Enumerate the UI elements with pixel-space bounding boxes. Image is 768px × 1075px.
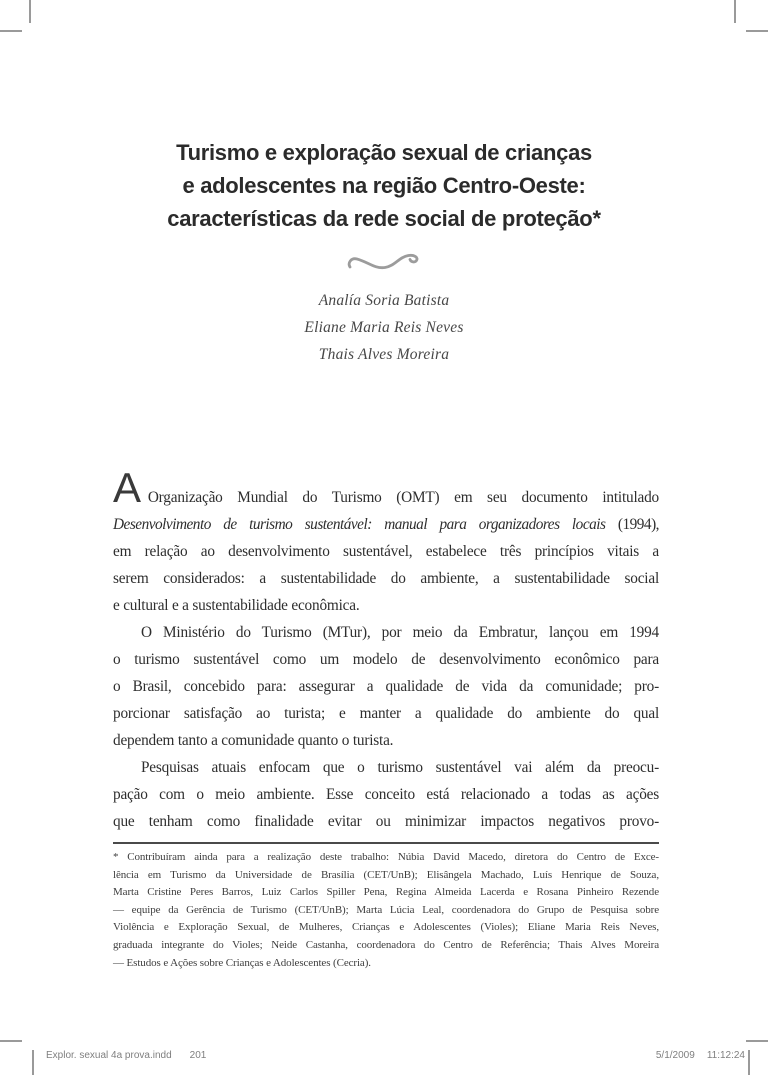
paragraph-2-line: o Brasil, concebido para: assegurar a qualidade de vida da comunidade; pro- [113, 678, 659, 695]
proof-footer-right [656, 1049, 745, 1063]
body-text [113, 464, 659, 835]
author-name: Eliane Maria Reis Neves [304, 319, 464, 336]
footnote-line: Marta Cristine Peres Barros, Luiz Carlos Spiller Pena, Regina Almeida Lacerda e Rosana Pinheiro Rezende [113, 886, 659, 899]
section-ornament [0, 246, 768, 274]
author-name: Thais Alves Moreira [318, 346, 450, 363]
paragraph-1-line: serem considerados: a sustentabilidade do ambiente, a sustentabilidade social [113, 570, 659, 587]
author-name: Analía Soria Batista [318, 292, 450, 309]
crop-mark-bottom-left-horizontal [0, 1040, 22, 1042]
crop-mark-bottom-right-horizontal [746, 1040, 768, 1042]
drop-cap: A [113, 464, 141, 511]
print-date: 5/1/2009 [655, 1050, 695, 1061]
proof-footer-left [46, 1049, 206, 1063]
page-number: 201 [189, 1050, 207, 1061]
paragraph-2-line: porcionar satisfação ao turista; e manter a qualidade do ambiente do qual [113, 705, 659, 722]
paragraph-2-line: dependem tanto a comunidade quanto o turista. [113, 732, 394, 749]
crop-mark-top-right-horizontal [746, 30, 768, 32]
paragraph-1-line: A Organização Mundial do Turismo (OMT) em seu documento intitulado [113, 464, 659, 511]
crop-mark-top-left-horizontal [0, 30, 22, 32]
print-time: 11:12:24 [706, 1050, 745, 1061]
paragraph-1-line: em relação ao desenvolvimento sustentável, estabelece três princípios vitais a [113, 543, 659, 560]
chapter-title [0, 136, 768, 235]
footnote-line: — equipe da Gerência de Turismo (CET/UnB); Marta Lúcia Leal, coordenadora do Grupo de Pesquisa sobre [113, 903, 659, 916]
paragraph-2-line: o turismo sustentável como um modelo de desenvolvimento econômico para [113, 651, 659, 668]
paragraph-1-line: e cultural e a sustentabilidade econômica. [113, 597, 360, 614]
paragraph-3-line: Pesquisas atuais enfocam que o turismo sustentável vai além da preocu- [141, 759, 659, 776]
crop-mark-top-right-vertical [734, 0, 736, 23]
paragraph-1-line: Desenvolvimento de turismo sustentável: manual para organizadores locais (1994), [113, 516, 659, 533]
footnote-line: graduada integrante do Violes; Neide Castanha, coordenadora do Centro de Referência; Thais Alves Moreira [113, 938, 659, 951]
chapter-title-line-2: e adolescentes na região Centro-Oeste: [182, 173, 586, 198]
footnote-line: * Contribuíram ainda para a realização deste trabalho: Núbia David Macedo, diretora do Centro de Exce- [113, 851, 659, 863]
footnote-line: Violência e Exploração Sexual, de Mulheres, Crianças e Adolescentes (Violes); Eliane Maria Reis Neves, [113, 921, 659, 934]
chapter-title-line-3: características da rede social de proteção* [167, 206, 601, 231]
paragraph-3-line: pação com o meio ambiente. Esse conceito está relacionado a todas as ações [113, 786, 659, 803]
footnote [113, 849, 659, 972]
proof-footer [0, 1049, 768, 1063]
book-title-italic: Desenvolvimento de turismo sustentável: manual para organizadores locais [113, 516, 606, 533]
chapter-title-line-1: Turismo e exploração sexual de crianças [176, 140, 592, 165]
footnote-line: lência em Turismo da Universidade de Brasília (CET/UnB); Elisângela Machado, Luís Henrique de Souza, [113, 868, 659, 881]
tilde-swash-ornament-icon [344, 246, 424, 274]
file-name: Explor. sexual 4a prova.indd [46, 1050, 172, 1061]
footnote-line: — Estudos e Ações sobre Crianças e Adolescentes (Cecria). [113, 956, 371, 969]
author-list [0, 287, 768, 368]
footnote-rule [113, 842, 659, 844]
crop-mark-top-left-vertical [29, 0, 31, 23]
paragraph-2-line: O Ministério do Turismo (MTur), por meio da Embratur, lançou em 1994 [141, 624, 659, 641]
paragraph-3-line: que tenham como finalidade evitar ou minimizar impactos negativos provo- [113, 813, 659, 830]
